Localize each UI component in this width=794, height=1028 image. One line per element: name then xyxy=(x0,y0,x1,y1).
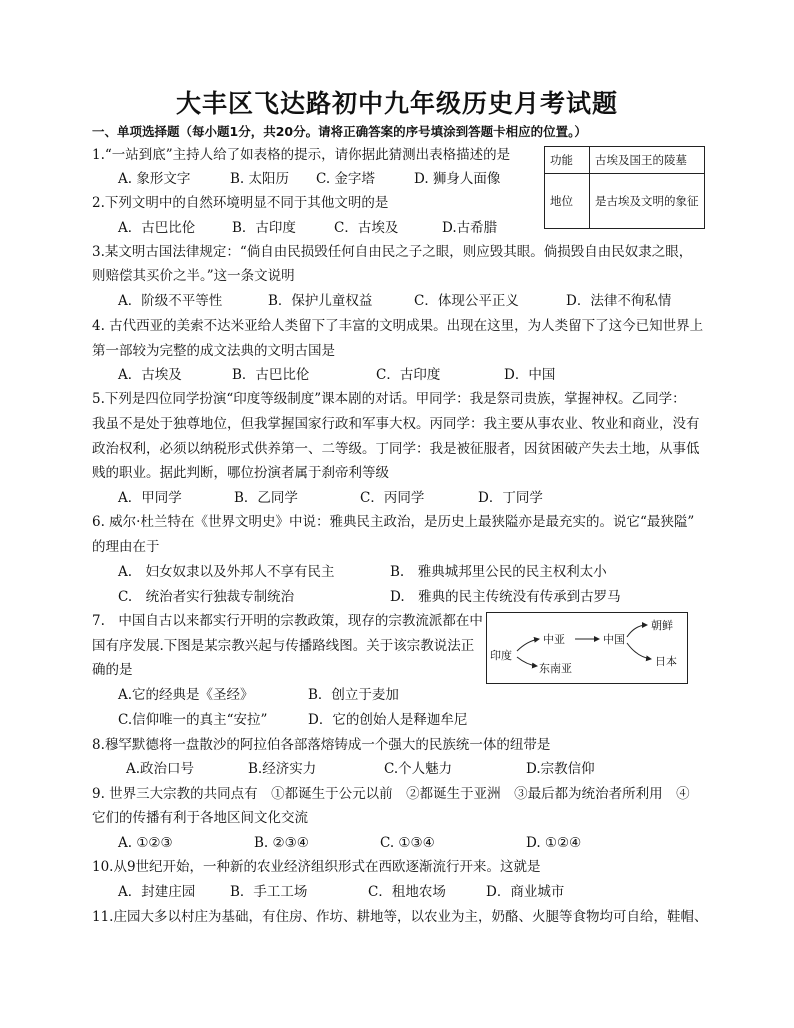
option-d: D. 狮身人面像 xyxy=(414,171,501,187)
question-1-options xyxy=(118,170,678,188)
question-7-options xyxy=(118,711,678,729)
question-1-stem: 1.“一站到底”主持人给了如表格的提示，请你据此猜测出表格描述的是 xyxy=(92,147,511,163)
question-8-stem: 8.穆罕默德将一盘散沙的阿拉伯各部落熔铸成一个强大的民族统一体的纽带是 xyxy=(92,737,551,753)
arrow-china-japan xyxy=(627,643,651,659)
clue-value: 古埃及国王的陵墓 xyxy=(590,147,705,174)
option-d: D. ①②④ xyxy=(526,835,582,851)
option-d: D.古希腊 xyxy=(442,220,498,236)
option-c: C. 金字塔 xyxy=(316,171,375,187)
question-9-stem: 它们的传播有利于各地区间文化交流 xyxy=(92,810,308,826)
option-a: A．封建庄园 xyxy=(118,884,196,900)
node-central-asia: 中亚 xyxy=(543,633,565,646)
question-2-options xyxy=(118,219,678,237)
question-7-options xyxy=(118,686,678,704)
option-c: C. ①③④ xyxy=(380,835,435,851)
question-3-options xyxy=(118,292,678,310)
question-6-options xyxy=(118,588,678,606)
question-7-stem: 确的是 xyxy=(92,662,133,678)
option-b: B.经济实力 xyxy=(248,761,317,777)
node-southeast-asia: 东南亚 xyxy=(539,662,572,675)
option-b: B．古印度 xyxy=(232,220,296,236)
arrow-china-korea xyxy=(627,625,647,637)
option-a: A．甲同学 xyxy=(118,490,182,506)
option-d: D．丁同学 xyxy=(478,490,543,506)
question-9-options xyxy=(118,834,678,852)
option-c: C．租地农场 xyxy=(368,884,446,900)
question-4-stem: 4. 古代西亚的美索不达米亚给人类留下了丰富的文明成果。出现在这里，为人类留下了这今已知世界上 xyxy=(92,318,704,334)
node-japan: 日本 xyxy=(655,655,677,668)
clue-value: 是古埃及文明的象征 xyxy=(590,174,705,229)
question-5-stem: 政治权利，必须以纳税形式供养第一、二等级。丁同学：我是被征服者，因贫困破产失去土地，从事低 xyxy=(92,441,700,457)
question-7-stem: 7. 中国自古以来都实行开明的宗教政策，现存的宗教流派都在中 xyxy=(92,613,483,629)
religion-spread-diagram xyxy=(486,612,688,684)
option-d: D．法律不徇私情 xyxy=(566,293,672,309)
option-c: C．体现公平正义 xyxy=(414,293,519,309)
option-b: B. 雅典城邦里公民的民主权利太小 xyxy=(390,564,607,580)
question-11-stem: 11.庄园大多以村庄为基础，有住房、作坊、耕地等，以农业为主，奶酪、火腿等食物均可自给，鞋帽、 xyxy=(92,909,708,925)
option-b: B. ②③④ xyxy=(254,835,309,851)
option-a: A. ①②③ xyxy=(118,835,173,851)
option-b: B．乙同学 xyxy=(234,490,298,506)
option-a: A．阶级不平等性 xyxy=(118,293,223,309)
option-d: D.宗教信仰 xyxy=(526,761,595,777)
node-korea: 朝鲜 xyxy=(651,619,673,632)
question-5-stem: 贱的职业。据此判断，哪位扮演者属于刹帝利等级 xyxy=(92,465,389,481)
clue-key: 功能 xyxy=(545,147,590,174)
arrow-india-southeast-asia xyxy=(517,657,537,666)
question-5-stem: 5.下列是四位同学扮演“印度等级制度”课本剧的对话。甲同学：我是祭司贵族，掌握神权。乙同学： xyxy=(92,391,686,407)
option-c: C. 统治者实行独裁专制统治 xyxy=(118,589,295,605)
question-8-options xyxy=(126,760,686,778)
question-3-stem: 3.某文明古国法律规定：“倘自由民损毁任何自由民之子之眼，则应毁其眼。倘损毁自由民奴隶之眼， xyxy=(92,244,693,260)
question-6-stem: 6. 威尔·杜兰特在《世界文明史》中说：雅典民主政治，是历史上最狭隘亦是最充实的。说它“最狭隘” xyxy=(92,514,695,530)
question-5-stem: 我虽不是处于独尊地位，但我掌握国家行政和军事大权。丙同学：我主要从事农业、牧业和商业，没有 xyxy=(92,416,700,432)
question-6-options xyxy=(118,563,678,581)
option-b: B．古巴比伦 xyxy=(232,367,310,383)
option-c: C.个人魅力 xyxy=(384,761,453,777)
question-10-stem: 10.从9世纪开始，一种新的农业经济组织形式在西欧逐渐流行开来。这就是 xyxy=(92,859,541,875)
question-4-stem: 第一部较为完整的成文法典的文明古国是 xyxy=(92,343,335,359)
option-c: C.信仰唯一的真主“安拉” xyxy=(118,712,268,728)
node-india: 印度 xyxy=(490,649,512,662)
clue-key: 地位 xyxy=(545,174,590,229)
option-d: D．它的创始人是释迦牟尼 xyxy=(308,712,468,728)
option-c: C．丙同学 xyxy=(360,490,425,506)
option-a: A.政治口号 xyxy=(126,761,195,777)
option-c: C．古埃及 xyxy=(334,220,399,236)
node-china: 中国 xyxy=(603,633,625,646)
question-10-options xyxy=(118,883,678,901)
page-title: 大丰区飞达路初中九年级历史月考试题 xyxy=(175,89,618,118)
option-a: A．古埃及 xyxy=(118,367,182,383)
option-b: B．手工工场 xyxy=(230,884,308,900)
option-a: A. 象形文字 xyxy=(118,171,191,187)
option-a: A.它的经典是《圣经》 xyxy=(118,687,254,703)
question-2-stem: 2.下列文明中的自然环境明显不同于其他文明的是 xyxy=(92,195,389,211)
arrow-india-central-asia xyxy=(517,639,539,651)
question-9-stem: 9. 世界三大宗教的共同点有 ①都诞生于公元以前 ②都诞生于亚洲 ③最后都为统治者所利用 ④ xyxy=(92,786,690,802)
option-b: B．创立于麦加 xyxy=(308,687,399,703)
question-3-stem: 则赔偿其买价之半。”这一条文说明 xyxy=(92,268,295,284)
question-6-stem: 的理由在于 xyxy=(92,539,160,555)
section-heading: 一、单项选择题（每小题1分，共20分。请将正确答案的序号填涂到答题卡相应的位置。） xyxy=(92,124,587,139)
option-a: A．古巴比伦 xyxy=(118,220,196,236)
option-d: D．中国 xyxy=(504,367,556,383)
option-d: D. 雅典的民主传统没有传承到古罗马 xyxy=(390,589,621,605)
question-5-options xyxy=(118,489,678,507)
option-d: D．商业城市 xyxy=(486,884,565,900)
option-b: B. 太阳历 xyxy=(230,171,290,187)
question-4-options xyxy=(118,366,678,384)
question-7-stem: 国有序发展.下图是某宗教兴起与传播路线图。关于该宗教说法正 xyxy=(92,638,475,654)
option-a: A. 妇女奴隶以及外邦人不享有民主 xyxy=(118,564,335,580)
option-c: C．古印度 xyxy=(376,367,441,383)
option-b: B．保护儿童权益 xyxy=(268,293,373,309)
